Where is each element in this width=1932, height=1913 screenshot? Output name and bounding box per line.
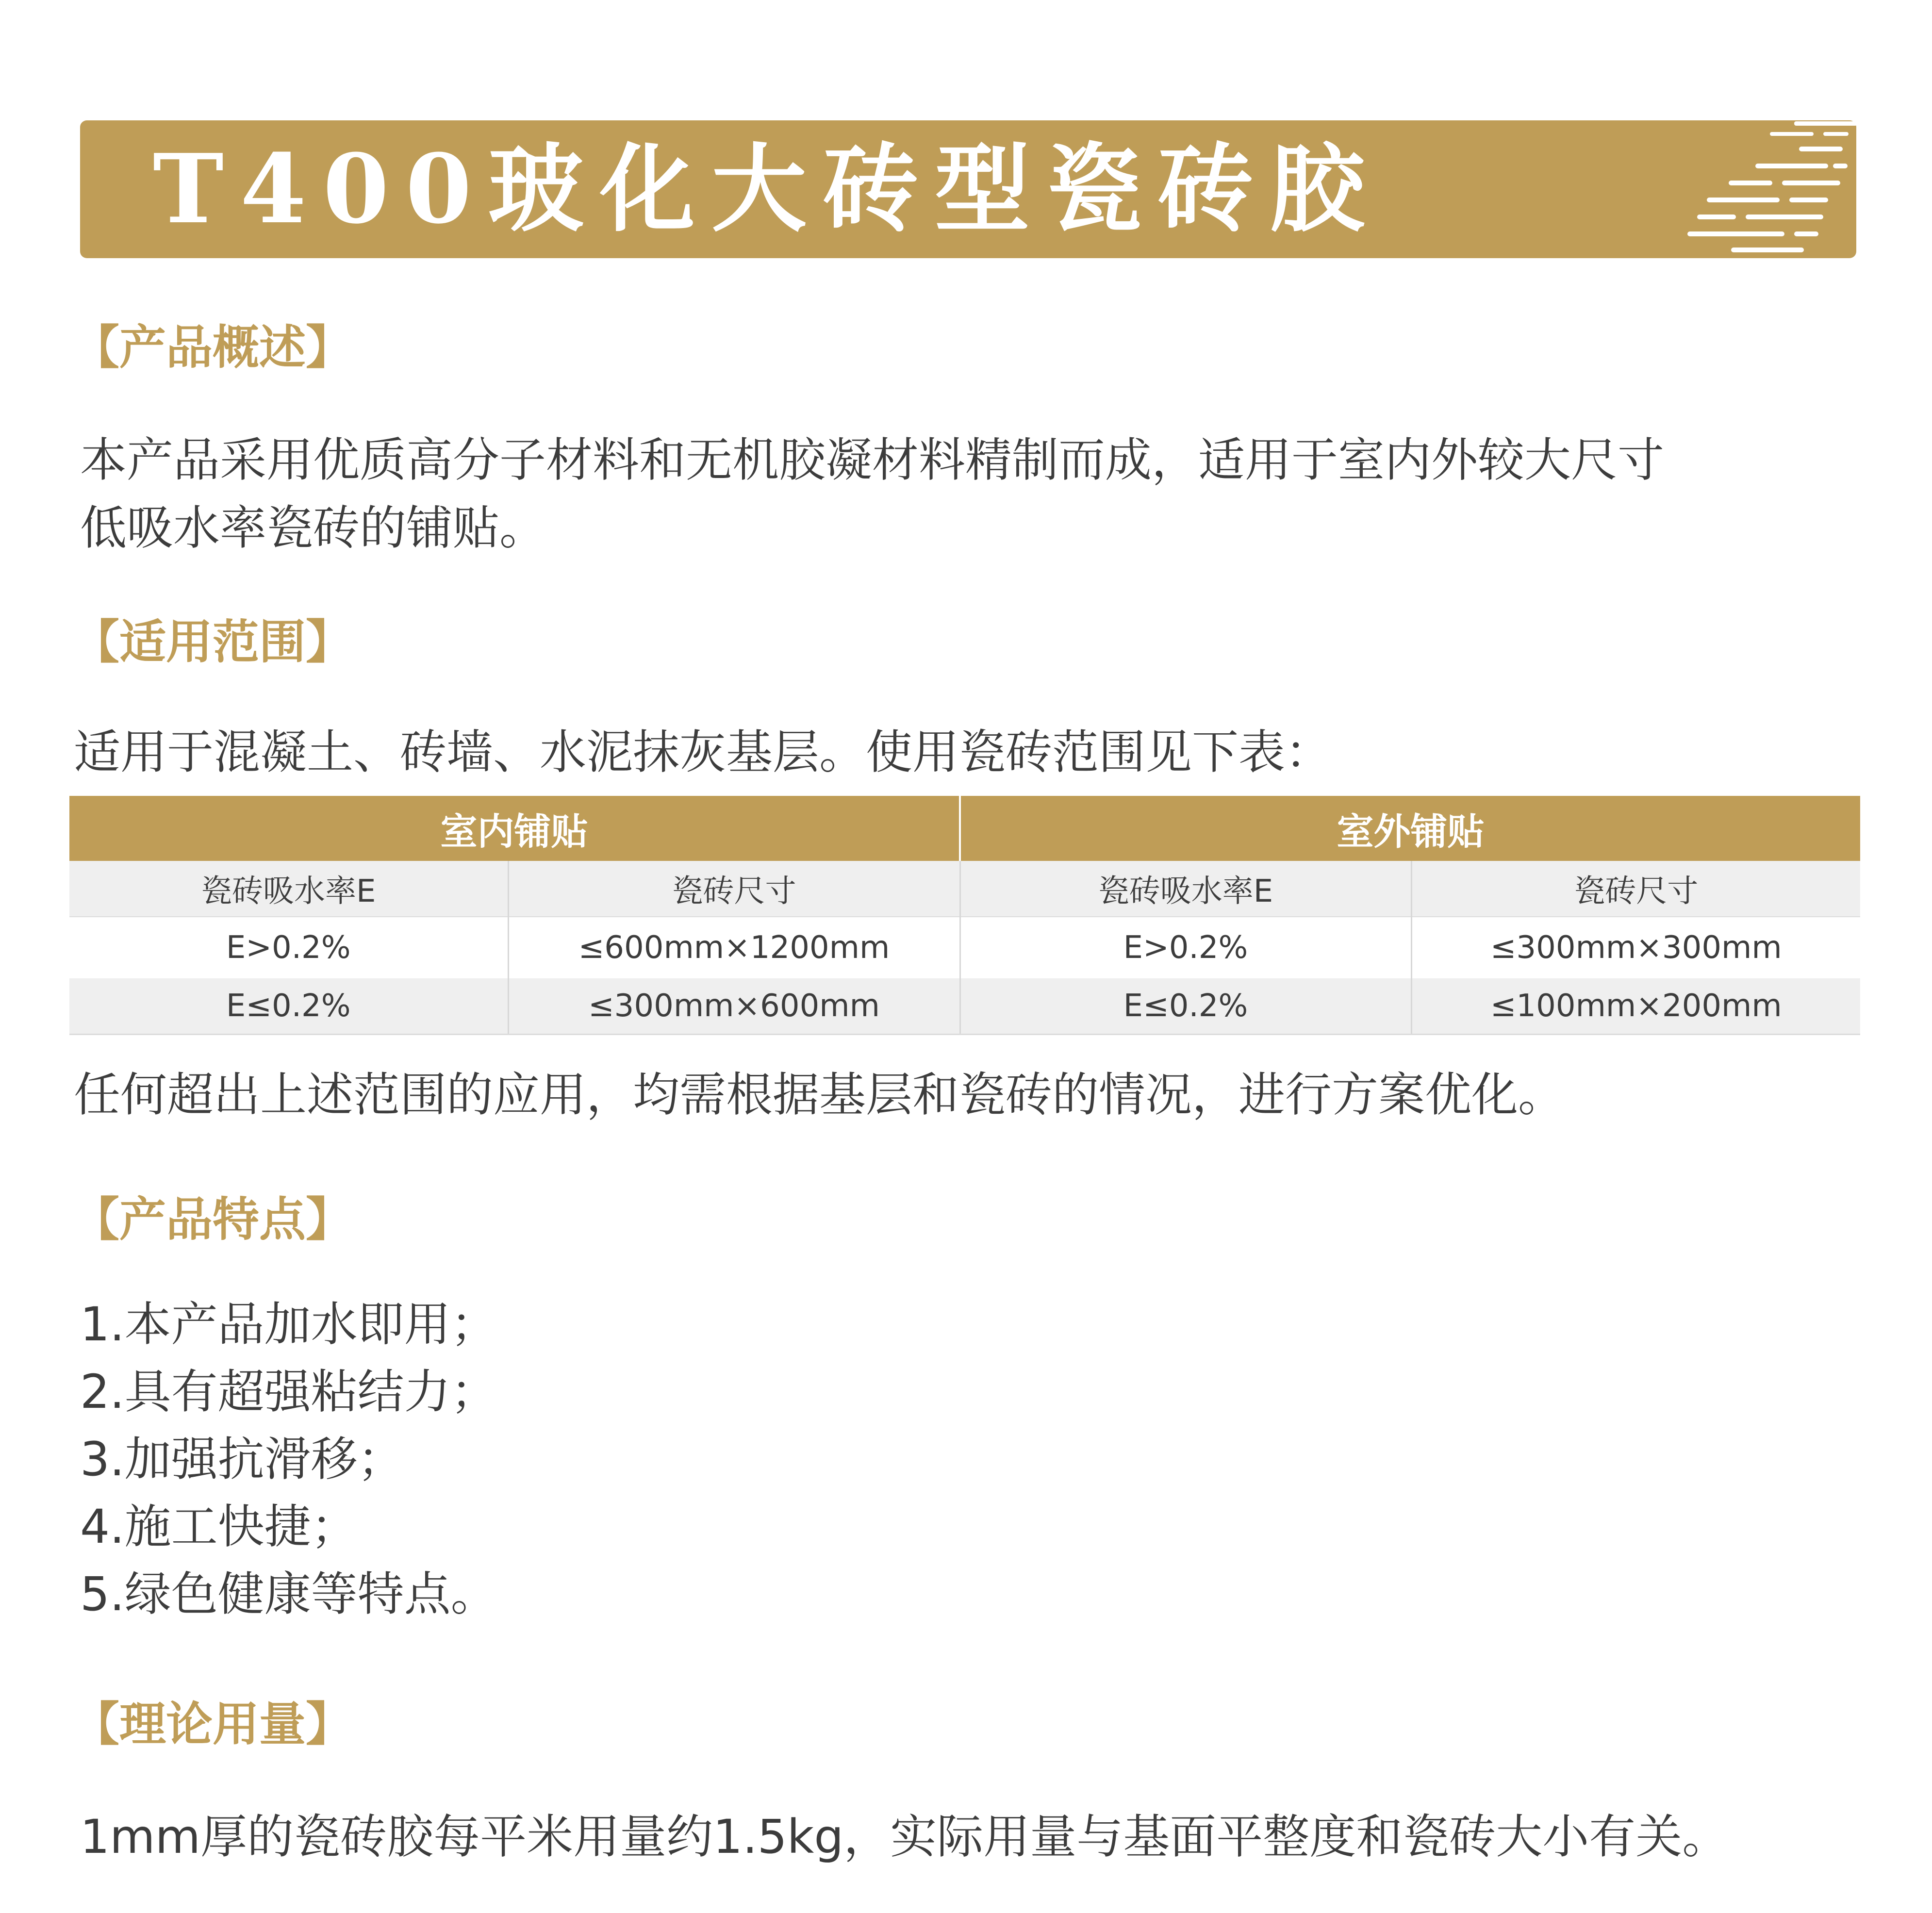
table-cell: E>0.2% xyxy=(960,917,1411,978)
tile-spec-table xyxy=(69,796,1860,1035)
table-group-outdoor: 室外铺贴 xyxy=(960,796,1860,861)
table-cell: E>0.2% xyxy=(69,917,508,978)
section-heading-scope: 【适用范围】 xyxy=(73,615,352,669)
table-cell: ≤300mm×600mm xyxy=(508,978,960,1035)
decorative-stripes-icon xyxy=(1678,117,1862,263)
title-banner xyxy=(80,120,1856,258)
section-heading-overview: 【产品概述】 xyxy=(73,320,352,375)
scope-intro: 适用于混凝土、砖墙、水泥抹灰基层。使用瓷砖范围见下表： xyxy=(74,725,1332,779)
table-cell: E≤0.2% xyxy=(69,978,508,1035)
overview-line-1: 本产品采用优质高分子材料和无机胶凝材料精制而成，适用于室内外较大尺寸 xyxy=(80,433,1664,487)
list-item: 2.具有超强粘结力； xyxy=(80,1365,497,1419)
section-heading-features: 【产品特点】 xyxy=(73,1192,352,1247)
table-row xyxy=(69,917,1860,978)
feature-list xyxy=(80,1291,497,1628)
table-group-indoor: 室内铺贴 xyxy=(69,796,960,861)
table-cell: ≤300mm×300mm xyxy=(1411,917,1860,978)
table-cell: ≤100mm×200mm xyxy=(1411,978,1860,1035)
overview-paragraph xyxy=(80,426,1664,562)
overview-line-2: 低吸水率瓷砖的铺贴。 xyxy=(80,501,546,555)
table-subheader: 瓷砖吸水率E xyxy=(69,861,508,917)
table-cell: E≤0.2% xyxy=(960,978,1411,1035)
list-item: 5.绿色健康等特点。 xyxy=(80,1567,497,1621)
table-subheader: 瓷砖尺寸 xyxy=(1411,861,1860,917)
table-group-header-row xyxy=(69,796,1860,861)
page-title: T400玻化大砖型瓷砖胶 xyxy=(153,133,1381,245)
table-subheader: 瓷砖吸水率E xyxy=(960,861,1411,917)
section-heading-usage: 【理论用量】 xyxy=(73,1697,352,1751)
table-row xyxy=(69,978,1860,1035)
table-subheader-row xyxy=(69,861,1860,917)
scope-note: 任何超出上述范围的应用，均需根据基层和瓷砖的情况，进行方案优化。 xyxy=(74,1068,1565,1122)
table-cell: ≤600mm×1200mm xyxy=(508,917,960,978)
list-item: 4.施工快捷； xyxy=(80,1500,358,1554)
table-subheader: 瓷砖尺寸 xyxy=(508,861,960,917)
list-item: 1.本产品加水即用； xyxy=(80,1297,497,1352)
list-item: 3.加强抗滑移； xyxy=(80,1432,404,1486)
usage-text: 1mm厚的瓷砖胶每平米用量约1.5kg，实际用量与基面平整度和瓷砖大小有关。 xyxy=(80,1810,1729,1864)
